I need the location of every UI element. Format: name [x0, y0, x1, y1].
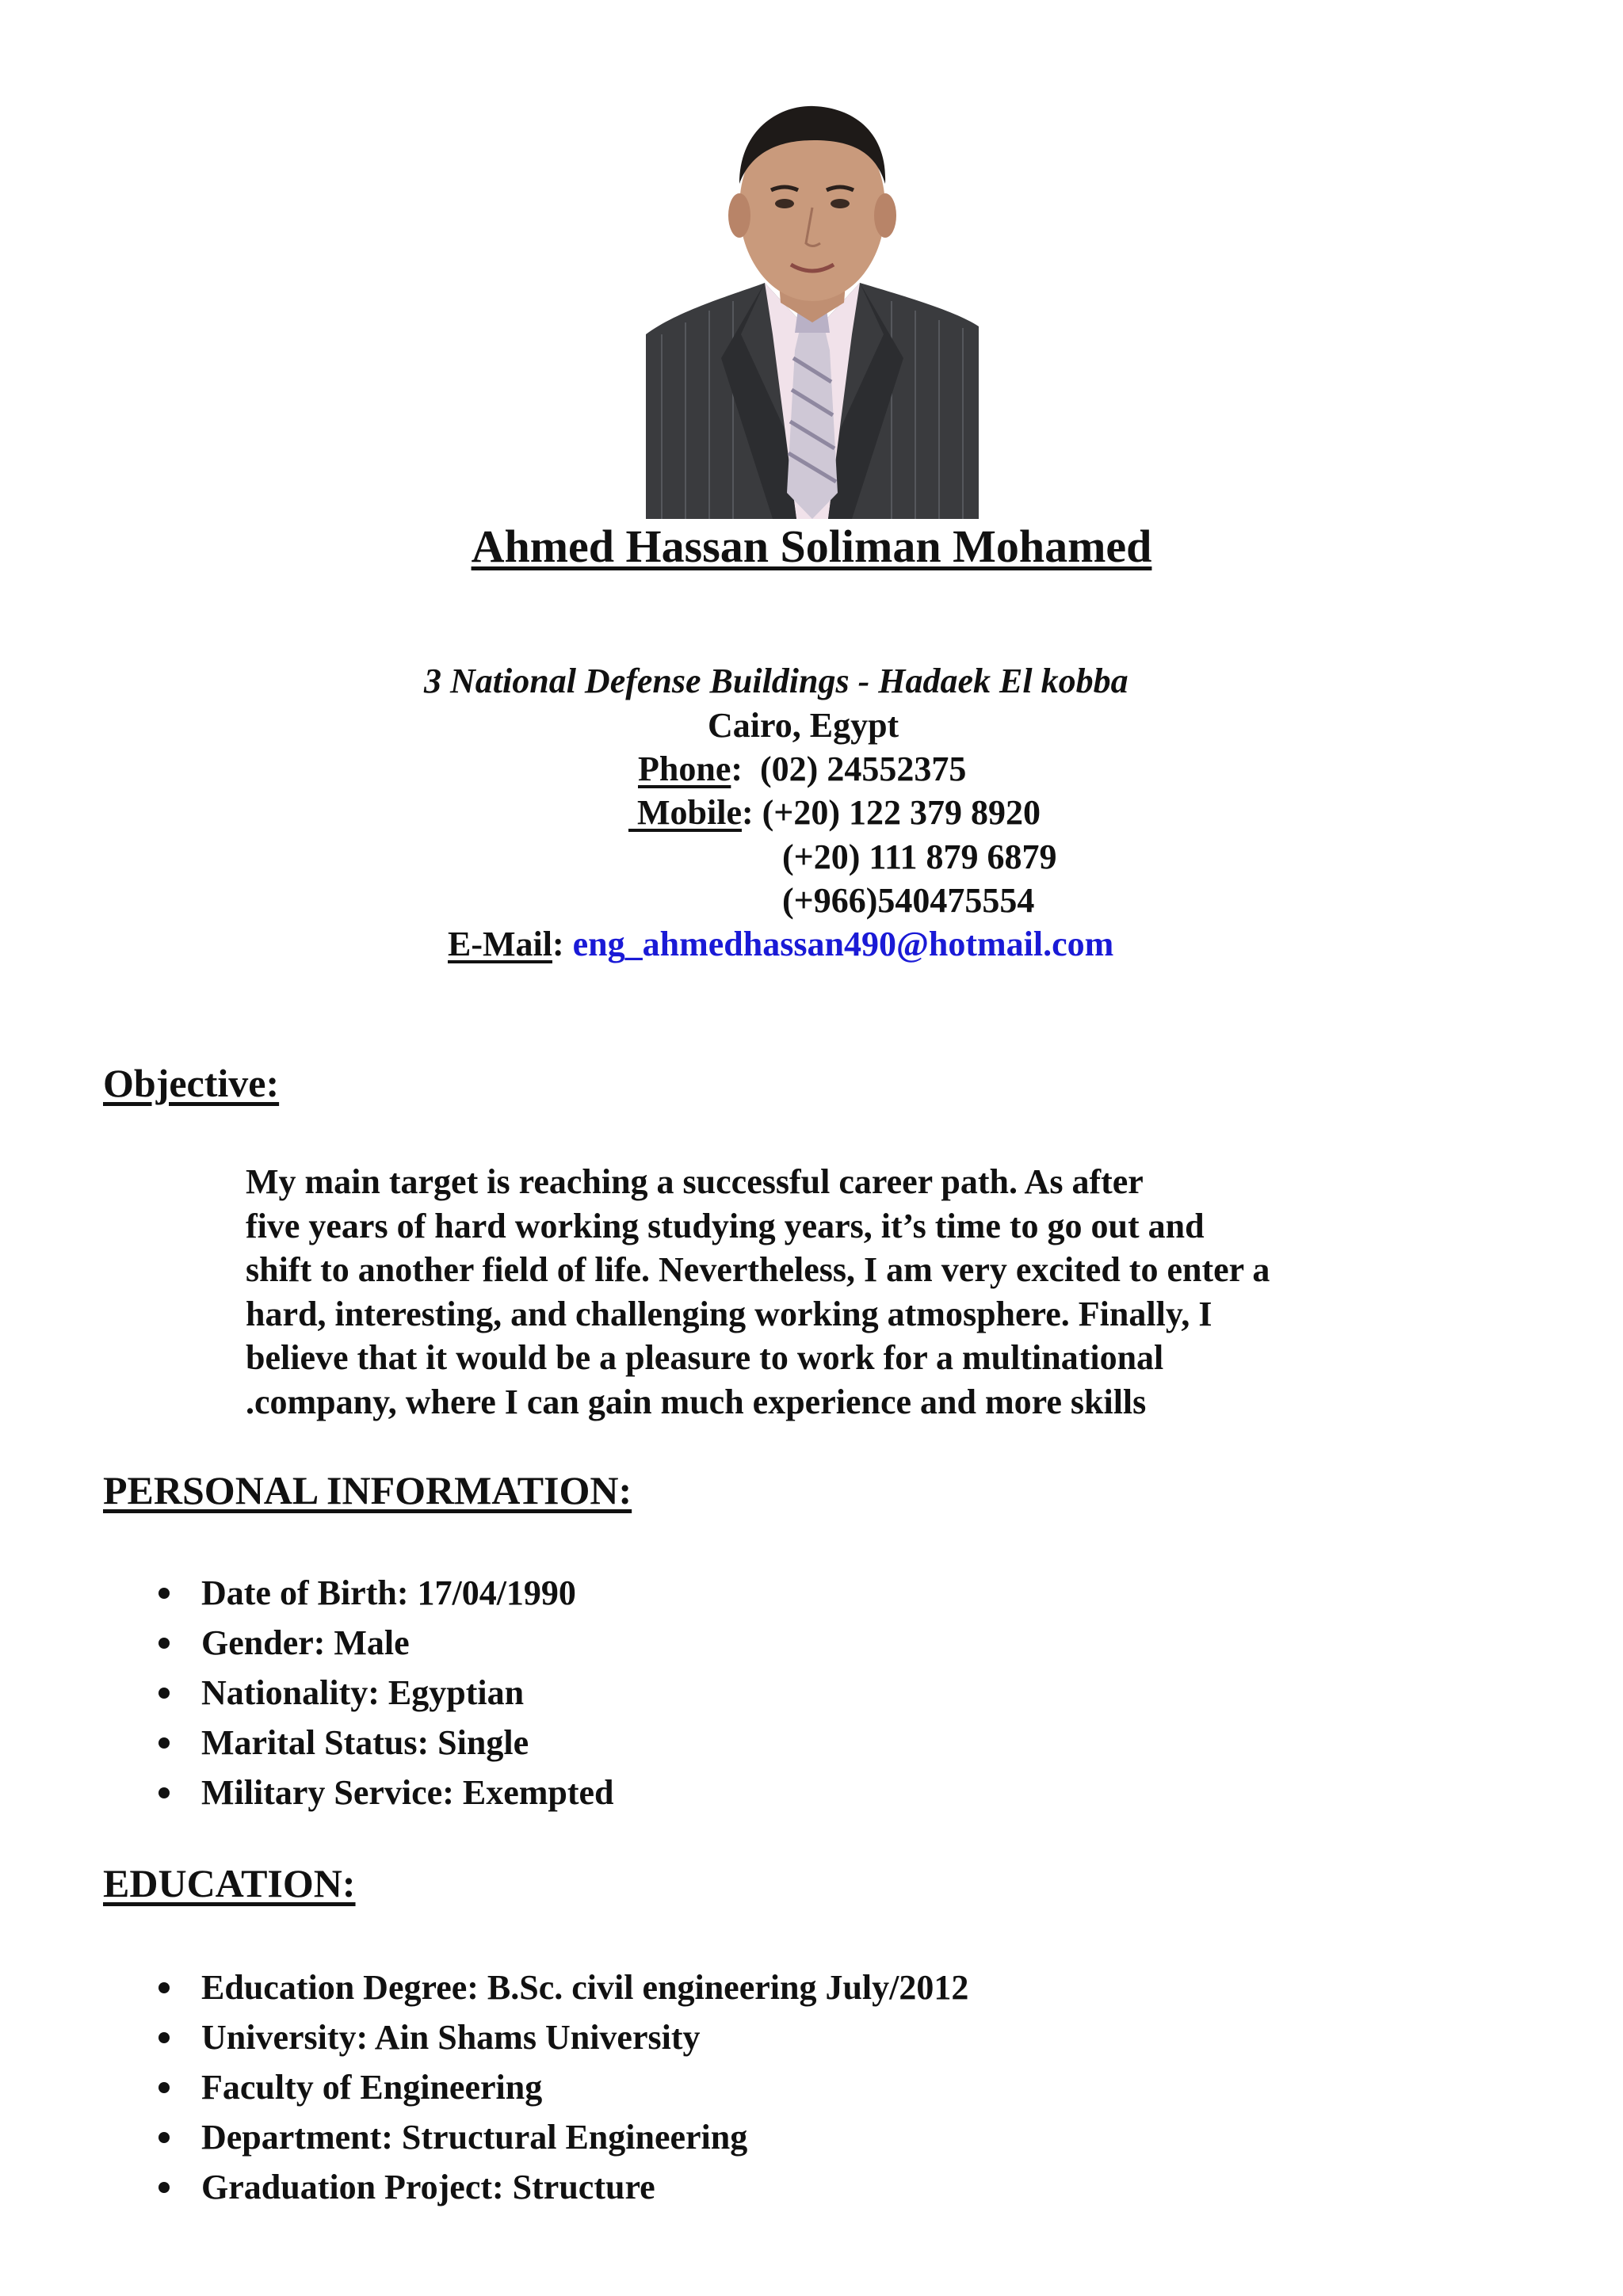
objective-text: [246, 1160, 1419, 1424]
portrait-image: [646, 97, 979, 519]
objective-line: .company, where I can gain much experience and more skills: [246, 1382, 1147, 1421]
mobile-value-2: (+20) 111 879 6879: [782, 837, 1057, 876]
candidate-name: Ahmed Hassan Soliman Mohamed: [471, 521, 1152, 572]
list-item: University: Ain Shams University: [158, 2012, 968, 2062]
personal-info-list: [158, 1568, 614, 1817]
bullet-icon: [158, 1982, 170, 1993]
personal-info-heading: PERSONAL INFORMATION:: [103, 1468, 632, 1512]
bullet-icon: [158, 1787, 170, 1798]
address-line-2: Cairo, Egypt: [708, 706, 899, 745]
mobile-value-1: (+20) 122 379 8920: [762, 793, 1041, 832]
objective-line: shift to another field of life. Nevertheless, I am very excited to enter a: [246, 1250, 1270, 1289]
list-item: Education Degree: B.Sc. civil engineering July/2012: [158, 1962, 968, 2012]
list-item: Nationality: Egyptian: [158, 1668, 614, 1718]
list-item: Marital Status: Single: [158, 1718, 614, 1768]
list-item: Graduation Project: Structure: [158, 2162, 968, 2212]
bullet-icon: [158, 2082, 170, 2093]
phone-row: Phone: (02) 24552375: [638, 749, 967, 788]
bullet-icon: [158, 1588, 170, 1599]
email-label: E-Mail: [448, 925, 552, 963]
list-item: Military Service: Exempted: [158, 1768, 614, 1817]
objective-line: believe that it would be a pleasure to work for a multinational: [246, 1338, 1164, 1377]
bullet-icon: [158, 2132, 170, 2143]
phone-value: (02) 24552375: [760, 749, 967, 788]
mobile-value-3: (+966)540475554: [782, 881, 1035, 920]
objective-line: five years of hard working studying years, it’s time to go out and: [246, 1206, 1205, 1245]
list-item: Gender: Male: [158, 1618, 614, 1668]
objective-line: My main target is reaching a successful career path. As after: [246, 1162, 1144, 1201]
profile-photo: [646, 97, 979, 519]
list-item: Date of Birth: 17/04/1990: [158, 1568, 614, 1618]
email-row: E-Mail: eng_ahmedhassan490@hotmail.com: [448, 925, 1114, 963]
objective-heading: Objective:: [103, 1061, 280, 1105]
mobile-label: Mobile: [637, 793, 742, 832]
bullet-icon: [158, 1688, 170, 1699]
list-item: Department: Structural Engineering: [158, 2112, 968, 2162]
mobile-row: Mobile: (+20) 122 379 8920: [628, 792, 1041, 833]
objective-line: hard, interesting, and challenging working atmosphere. Finally, I: [246, 1294, 1212, 1333]
bullet-icon: [158, 1737, 170, 1749]
bullet-icon: [158, 2032, 170, 2043]
education-list: [158, 1962, 968, 2212]
phone-label: Phone: [638, 749, 731, 788]
bullet-icon: [158, 2182, 170, 2193]
list-item: Faculty of Engineering: [158, 2062, 968, 2112]
address-line-1: 3 National Defense Buildings - Hadaek El kobba: [424, 662, 1128, 700]
education-heading: EDUCATION:: [103, 1861, 356, 1905]
bullet-icon: [158, 1638, 170, 1649]
email-link[interactable]: eng_ahmedhassan490@hotmail.com: [572, 925, 1114, 963]
